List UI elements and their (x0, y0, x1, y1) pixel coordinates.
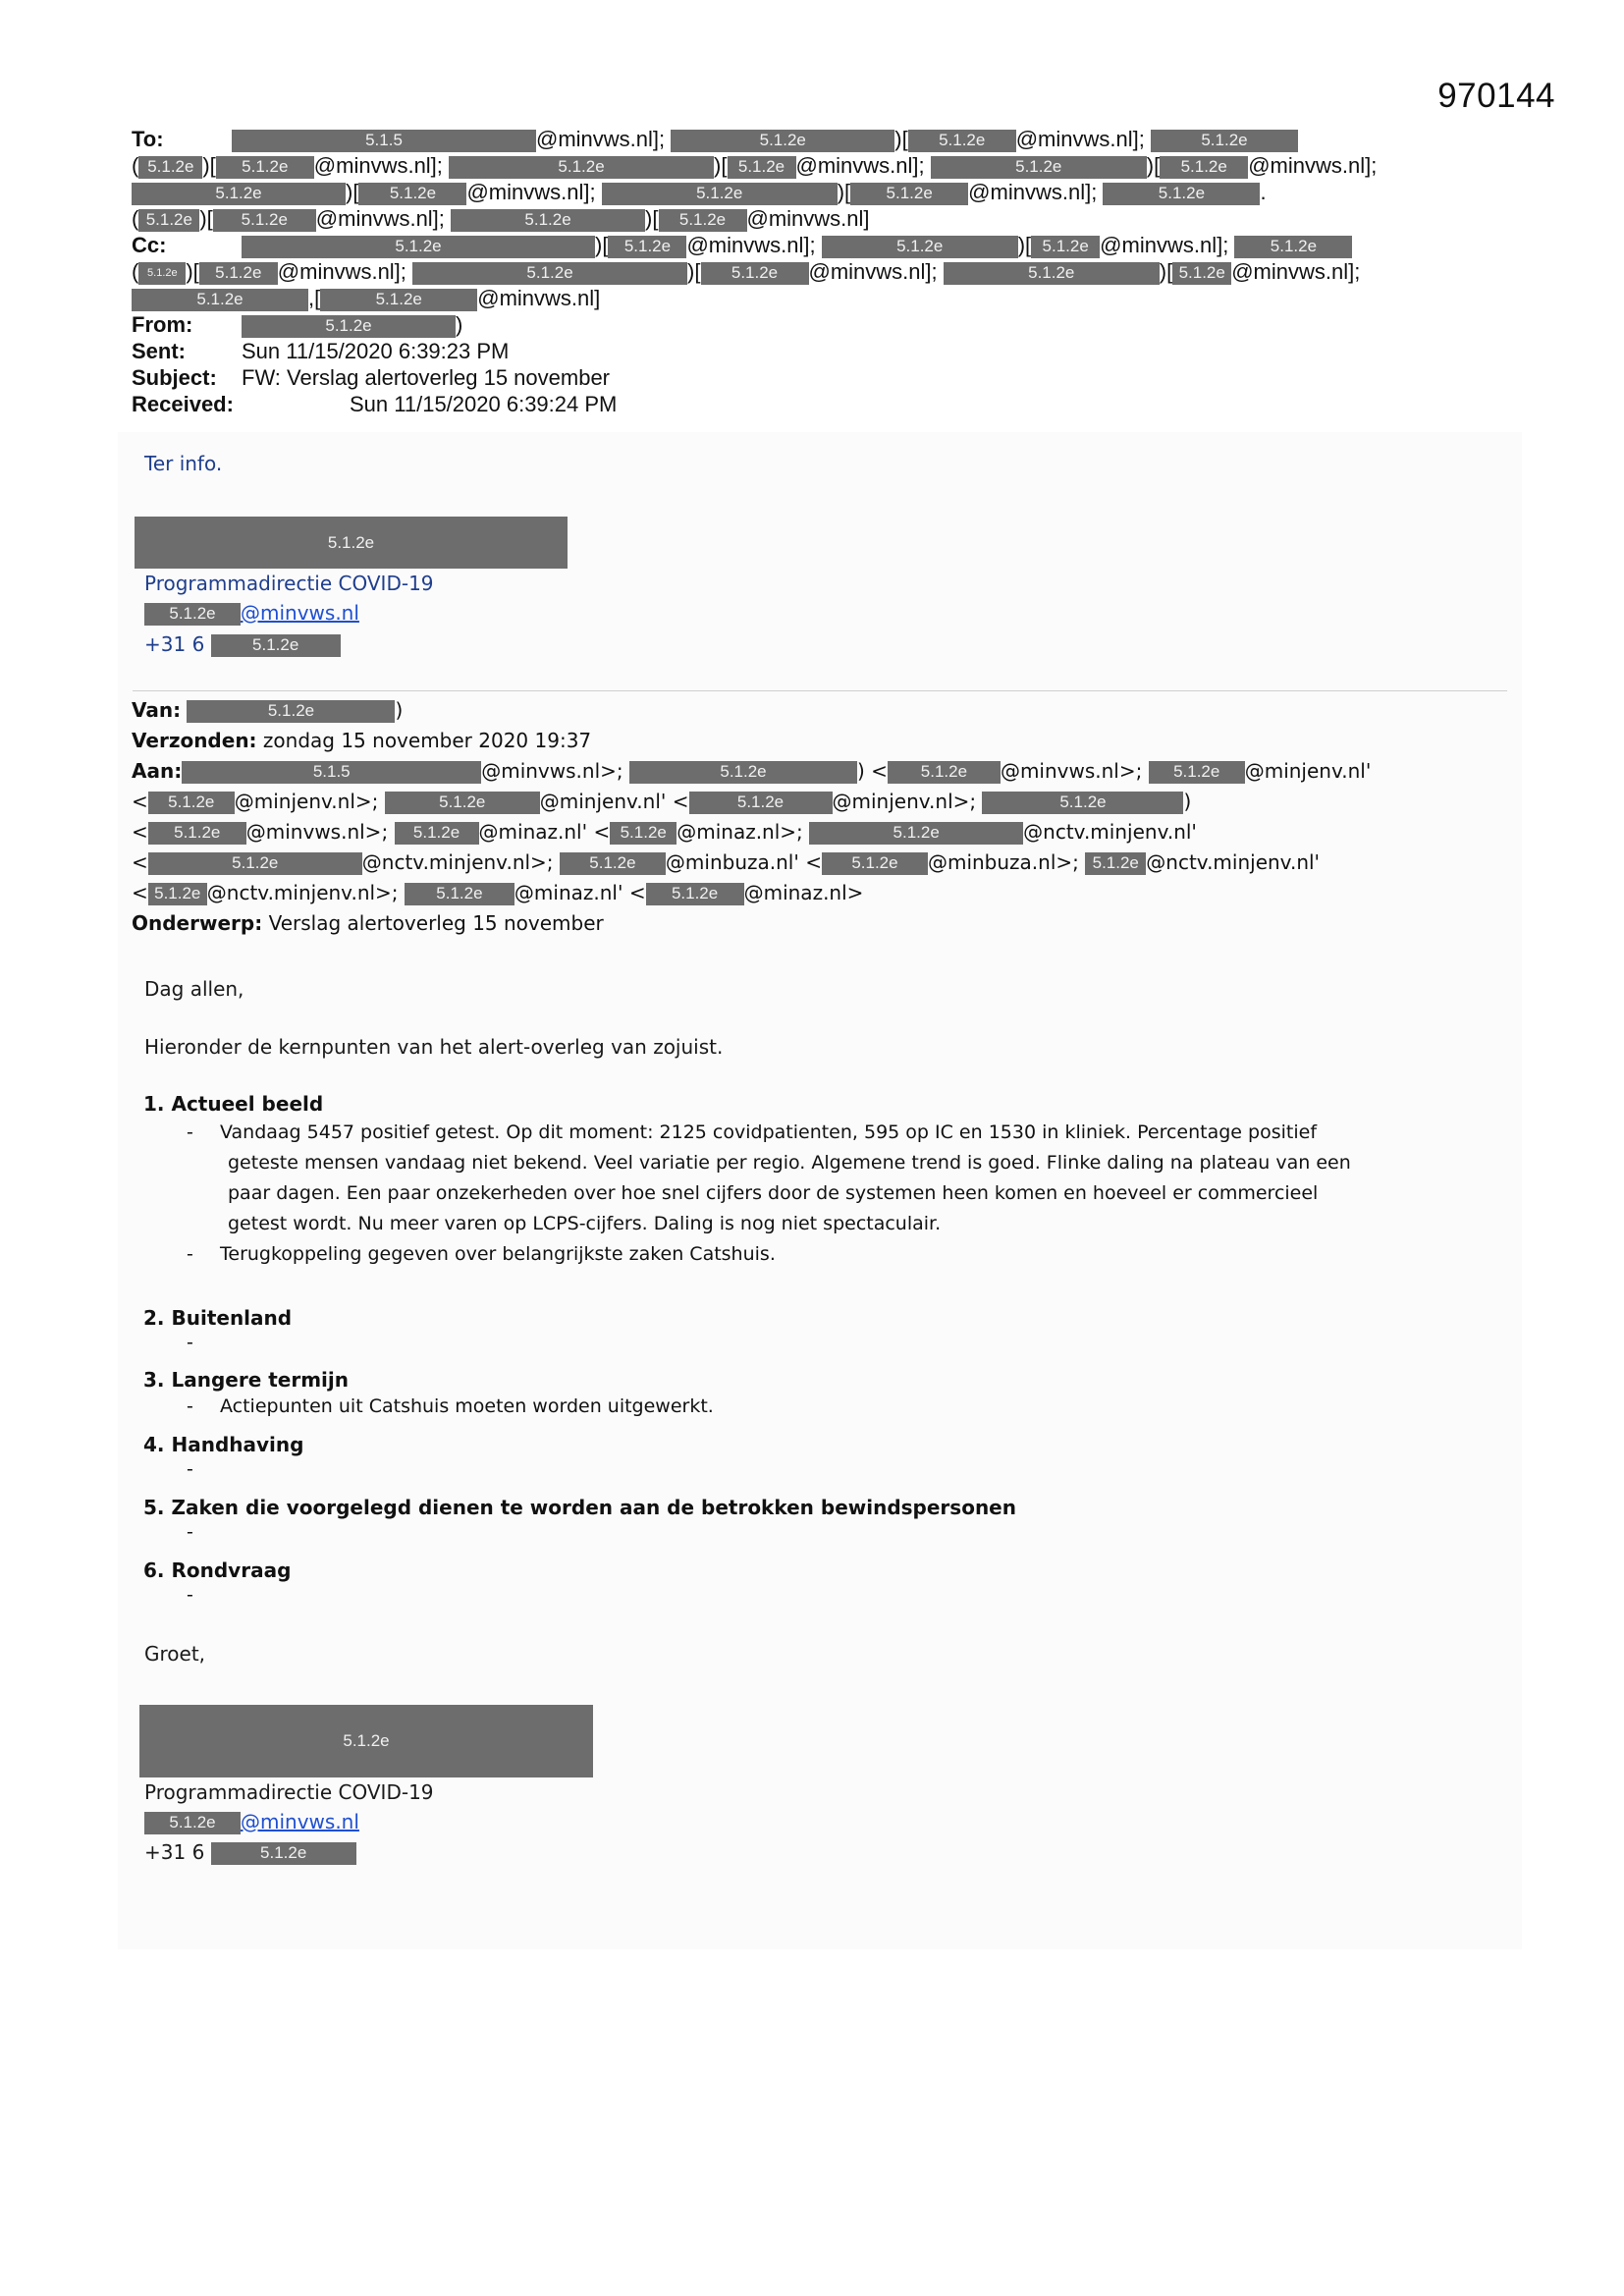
divider (133, 690, 1507, 691)
punct: )[ (199, 206, 213, 231)
section-3-bullet-1 (187, 1392, 1492, 1422)
redaction: 5.1.2e (211, 1842, 356, 1865)
redaction: 5.1.2e (138, 209, 199, 232)
email-domain: @minvws.nl]; (795, 153, 925, 178)
redaction: 5.1.2e (610, 822, 677, 845)
redaction: 5.1.5 (182, 761, 481, 784)
signature-email-2 (144, 1810, 359, 1834)
redaction: 5.1.2e (242, 236, 595, 258)
redaction: 5.1.2e (646, 883, 744, 905)
signature-phone (144, 632, 341, 657)
section-title-5: 5. Zaken die voorgelegd dienen te worden aan de betrokken bewindspersonen (143, 1496, 1016, 1519)
email-domain: @nctv.minjenv.nl' (1023, 820, 1197, 844)
punct: )[ (1146, 153, 1161, 178)
sent-label: Sent: (132, 339, 186, 363)
redaction: 5.1.2e (850, 183, 968, 205)
redaction: 5.1.2e (144, 1812, 241, 1834)
punct: < (132, 850, 148, 874)
punct: )[ (595, 233, 609, 257)
bullet-text (220, 1118, 1487, 1239)
forward-van-row (132, 695, 403, 726)
redaction: 5.1.2e (908, 130, 1016, 152)
email-domain: @minbuza.nl' (665, 850, 799, 874)
redaction: 5.1.2e (982, 792, 1183, 814)
email-domain: @minvws.nl]; (1015, 127, 1145, 151)
redaction: 5.1.2e (216, 156, 314, 179)
section-title-2: 2. Buitenland (143, 1306, 293, 1330)
email-domain: @minvws.nl]; (968, 180, 1098, 204)
bullet-dash: - (187, 1121, 193, 1143)
redaction: 5.1.2e (144, 603, 241, 626)
punct: ,[ (308, 286, 321, 310)
bullet-text: Terugkoppeling gegeven over belangrijkste zaken Catshuis. (220, 1243, 776, 1265)
signature-email (144, 601, 359, 626)
redaction: 5.1.2e (132, 183, 346, 205)
forward-aan-row-1 (132, 756, 1371, 787)
punct: )[ (837, 180, 851, 204)
email-body (118, 432, 1522, 1949)
bullet-line: paar dagen. Een paar onzekerheden over hoe snel cijfers door de systemen heen komen en hoeveel er commercieel (228, 1182, 1319, 1204)
signature-org-2: Programmadirectie COVID-19 (144, 1780, 434, 1804)
lead-text: Hieronder de kernpunten van het alert-overleg van zojuist. (144, 1035, 724, 1059)
to-label: To: (132, 127, 164, 151)
empty-bullet-dash: - (187, 1332, 193, 1353)
forward-aan-row-4 (132, 847, 1320, 878)
redaction: 5.1.2e (629, 761, 857, 784)
redaction: 5.1.2e (809, 822, 1023, 845)
redaction: 5.1.2e (187, 700, 395, 723)
redaction: 5.1.2e (1160, 156, 1248, 179)
section-title-4: 4. Handhaving (143, 1433, 304, 1456)
phone-prefix: +31 6 (144, 1840, 205, 1864)
redaction: 5.1.2e (1149, 761, 1245, 784)
email-domain: @minvws.nl]; (536, 127, 666, 151)
email-domain: @minvws.nl] (477, 286, 601, 310)
section-title-1: 1. Actueel beeld (143, 1092, 324, 1116)
redaction: 5.1.2e (451, 209, 645, 232)
email-domain: @minvws.nl] (746, 206, 870, 231)
redaction: 5.1.2e (148, 883, 207, 905)
redaction: 5.1.2e (148, 852, 362, 875)
bullet-line: geteste mensen vandaag niet bekend. Veel variatie per regio. Algemene trend is goed. Flinke daling na plateau van een (228, 1152, 1351, 1174)
greeting: Dag allen, (144, 977, 244, 1001)
van-label: Van: (132, 698, 182, 722)
redaction: 5.1.2e (242, 315, 456, 338)
punct: ( (132, 153, 139, 178)
signature-name-redaction-2: 5.1.2e (139, 1705, 593, 1777)
received-label: Received: (132, 392, 234, 416)
email-domain: @minvws.nl]; (1248, 153, 1378, 178)
redaction: 5.1.2e (728, 156, 796, 179)
punct: )[ (346, 180, 359, 204)
punct: < (132, 820, 148, 844)
bullet-dash: - (187, 1395, 193, 1417)
redaction: 5.1.2e (1151, 130, 1298, 152)
to-row-3 (132, 179, 1506, 205)
verzonden-value: zondag 15 november 2020 19:37 (262, 729, 592, 752)
document-number: 970144 (1437, 77, 1555, 115)
redaction: 5.1.2e (1085, 852, 1146, 875)
email-domain: @minvws.nl]; (1231, 259, 1361, 284)
punct: )[ (894, 127, 908, 151)
to-row-1 (132, 126, 1506, 152)
phone-prefix: +31 6 (144, 632, 205, 656)
redaction: 5.1.2e (132, 289, 308, 311)
email-domain: @nctv.minjenv.nl' (1146, 850, 1321, 874)
empty-bullet-dash: - (187, 1458, 193, 1480)
redaction: 5.1.2e (822, 236, 1018, 258)
subject-row (132, 364, 1506, 391)
redaction: 5.1.2e (689, 792, 833, 814)
punct: )[ (1159, 259, 1173, 284)
redaction: 5.1.2e (1031, 236, 1100, 258)
empty-bullet-dash: - (187, 1521, 193, 1543)
punct: < (132, 881, 148, 904)
punct: ) (456, 312, 463, 337)
signature-email-link-2[interactable]: @minvws.nl (241, 1810, 359, 1833)
signature-phone-2 (144, 1840, 356, 1865)
email-domain: @minvws.nl>; (481, 759, 623, 783)
punct: )[ (1017, 233, 1032, 257)
forward-verzonden-row (132, 726, 591, 756)
punct: < (805, 850, 822, 874)
to-row-4 (132, 205, 1506, 232)
punct: )[ (186, 259, 199, 284)
bullet-text: Actiepunten uit Catshuis moeten worden uitgewerkt. (220, 1395, 714, 1417)
redaction: 5.1.5 (232, 130, 536, 152)
punct: < (871, 759, 888, 783)
redaction: 5.1.2e (701, 262, 809, 285)
redaction: 5.1.2e (1172, 262, 1231, 285)
received-row (132, 391, 1506, 417)
bullet-line: Vandaag 5457 positief getest. Op dit moment: 2125 covidpatienten, 595 op IC en 1530 in kliniek. Percentage positief (220, 1121, 1318, 1143)
cc-row-1 (132, 232, 1506, 258)
sent-row (132, 338, 1506, 364)
punct: ( (132, 206, 139, 231)
sent-value: Sun 11/15/2020 6:39:23 PM (242, 339, 510, 363)
subject-label: Subject: (132, 365, 217, 390)
email-domain: @minvws.nl]; (686, 233, 816, 257)
section-1-bullet-1 (187, 1118, 1492, 1239)
email-domain: @minjenv.nl>; (234, 790, 379, 813)
closing: Groet, (144, 1642, 206, 1666)
redaction: 5.1.2e (1234, 236, 1352, 258)
redaction: 5.1.2e (449, 156, 714, 179)
redaction: 5.1.2e (395, 822, 479, 845)
redaction: 5.1.2e (405, 883, 514, 905)
redaction: 5.1.2e (412, 262, 687, 285)
email-domain: @minvws.nl]; (808, 259, 938, 284)
redaction: 5.1.2e (385, 792, 540, 814)
email-domain: @nctv.minjenv.nl>; (206, 881, 399, 904)
empty-bullet-dash: - (187, 1584, 193, 1606)
email-domain: @minjenv.nl' (539, 790, 667, 813)
redaction: 5.1.2e (138, 156, 202, 179)
verzonden-label: Verzonden: (132, 729, 257, 752)
redaction: 5.1.2e (671, 130, 894, 152)
redaction: 5.1.2e (213, 209, 316, 232)
redaction: 5.1.2e (931, 156, 1147, 179)
email-domain: @minvws.nl>; (245, 820, 389, 844)
email-domain: @minbuza.nl>; (927, 850, 1079, 874)
punct: )[ (645, 206, 659, 231)
redaction: 5.1.2e (358, 183, 466, 205)
redaction: 5.1.2e (602, 183, 838, 205)
email-domain: @minvws.nl]; (315, 206, 445, 231)
email-domain: @minvws.nl]; (277, 259, 406, 284)
aan-label: Aan: (132, 759, 183, 783)
to-row-2 (132, 152, 1506, 179)
punct: ) (395, 698, 404, 722)
cc-label: Cc: (132, 233, 167, 257)
redaction: 5.1.2e (148, 792, 235, 814)
bullet-line: getest wordt. Nu meer varen op LCPS-cijfers. Daling is nog niet spectaculair. (228, 1213, 942, 1234)
punct: < (628, 881, 646, 904)
punct: < (132, 790, 148, 813)
forward-onderwerp-row (132, 908, 604, 939)
punct: ( (132, 259, 139, 284)
email-domain: @minaz.nl>; (677, 820, 803, 844)
section-1-bullet-2 (187, 1239, 1492, 1270)
email-domain: @minvws.nl]; (1100, 233, 1229, 257)
email-domain: @nctv.minjenv.nl>; (361, 850, 554, 874)
redaction: 5.1.2e (148, 822, 246, 845)
email-domain: @minaz.nl' (478, 820, 588, 844)
bullet-dash: - (187, 1243, 193, 1265)
redaction: 5.1.2e (608, 236, 686, 258)
forward-aan-row-2 (132, 787, 1191, 817)
forward-aan-row-3 (132, 817, 1197, 847)
redaction: 5.1.2e (944, 262, 1160, 285)
email-domain: @minvws.nl]; (466, 180, 596, 204)
email-header (132, 126, 1506, 417)
redaction: 5.1.2e (211, 634, 341, 657)
onderwerp-value: Verslag alertoverleg 15 november (268, 911, 604, 935)
redaction: 5.1.2e (1103, 183, 1260, 205)
punct: . (1260, 180, 1267, 204)
redaction: 5.1.2e (659, 209, 747, 232)
email-domain: @minjenv.nl>; (832, 790, 977, 813)
section-title-6: 6. Rondvraag (143, 1558, 292, 1582)
punct: ) (857, 759, 865, 783)
punct: )[ (714, 153, 728, 178)
email-domain: @minjenv.nl' (1244, 759, 1372, 783)
redaction: 5.1.2e (138, 262, 186, 285)
redaction: 5.1.2e (320, 289, 477, 311)
redaction: 5.1.2e (199, 262, 278, 285)
signature-org: Programmadirectie COVID-19 (144, 572, 434, 595)
redaction: 5.1.2e (822, 852, 928, 875)
cc-row-2 (132, 258, 1506, 285)
email-domain: @minaz.nl> (743, 881, 864, 904)
subject-value: FW: Verslag alertoverleg 15 november (242, 365, 610, 390)
email-domain: @minaz.nl' (514, 881, 623, 904)
cc-row-3 (132, 285, 1506, 311)
punct: )[ (202, 153, 216, 178)
forward-aan-row-5 (132, 878, 863, 908)
intro-text: Ter info. (144, 452, 223, 475)
email-domain: @minvws.nl>; (1000, 759, 1143, 783)
punct: )[ (687, 259, 701, 284)
received-value: Sun 11/15/2020 6:39:24 PM (350, 392, 618, 416)
from-row (132, 311, 1506, 338)
from-label: From: (132, 312, 193, 337)
redaction: 5.1.2e (560, 852, 666, 875)
email-domain: @minvws.nl]; (313, 153, 443, 178)
onderwerp-label: Onderwerp: (132, 911, 263, 935)
section-title-3: 3. Langere termijn (143, 1368, 350, 1392)
redaction: 5.1.2e (888, 761, 1001, 784)
signature-name-redaction: 5.1.2e (135, 517, 568, 569)
signature-email-link[interactable]: @minvws.nl (241, 601, 359, 625)
punct: ) (1183, 790, 1192, 813)
punct: < (672, 790, 689, 813)
punct: < (593, 820, 611, 844)
